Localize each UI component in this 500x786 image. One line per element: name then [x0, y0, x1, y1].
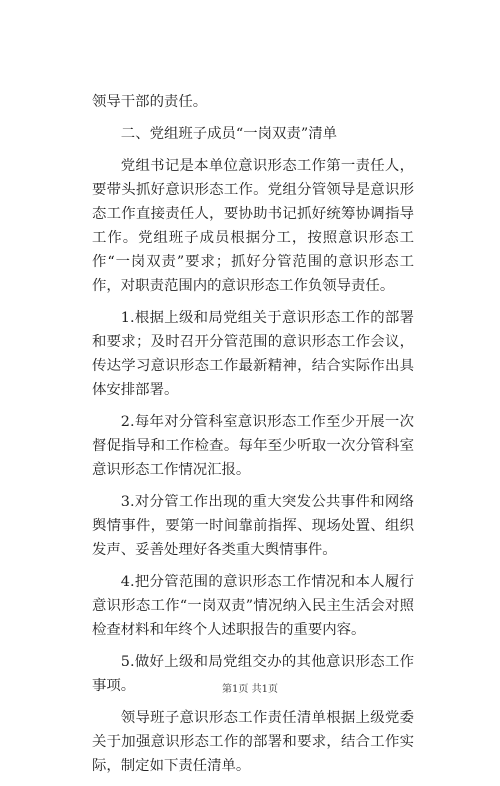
paragraph-closing: 领导班子意识形态工作责任清单根据上级党委关于加强意识形态工作的部署和要求，结合工作实际，制定如下责任清单。: [92, 710, 414, 774]
section-heading: 二、党组班子成员“一岗双责”清单: [120, 126, 337, 142]
list-item-4: 4.把分管范围的意识形态工作情况和本人履行意识形态工作“一岗双责”情况纳入民主生活会对照检查材料和年终个人述职报告的重要内容。: [92, 574, 414, 638]
page-number-footer: 第1页 共1页: [222, 684, 278, 695]
paragraph-intro: 党组书记是本单位意识形态工作第一责任人，要带头抓好意识形态工作。党组分管领导是意识形态工作直接责任人，要协助书记抓好统筹协调指导工作。党组班子成员根据分工，按照意识形态工作“一岗双责”要求；抓好分管范围的意识形态工作，对职责范围内的意识形态工作负领导责任。: [92, 158, 414, 294]
paragraph-continuation: 领导干部的责任。: [92, 94, 208, 110]
list-item-2: 2.每年对分管科室意识形态工作至少开展一次督促指导和工作检查。每年至少听取一次分管科室意识形态工作情况汇报。: [92, 414, 414, 478]
list-item-1: 1.根据上级和局党组关于意识形态工作的部署和要求；及时召开分管范围的意识形态工作会议，传达学习意识形态工作最新精神，结合实际作出具体安排部署。: [92, 310, 414, 398]
list-item-3: 3.对分管工作出现的重大突发公共事件和网络舆情事件，要第一时间靠前指挥、现场处置、组织发声、妥善处理好各类重大舆情事件。: [92, 494, 414, 558]
list-item-5: 5.做好上级和局党组交办的其他意识形态工作事项。: [92, 654, 414, 694]
